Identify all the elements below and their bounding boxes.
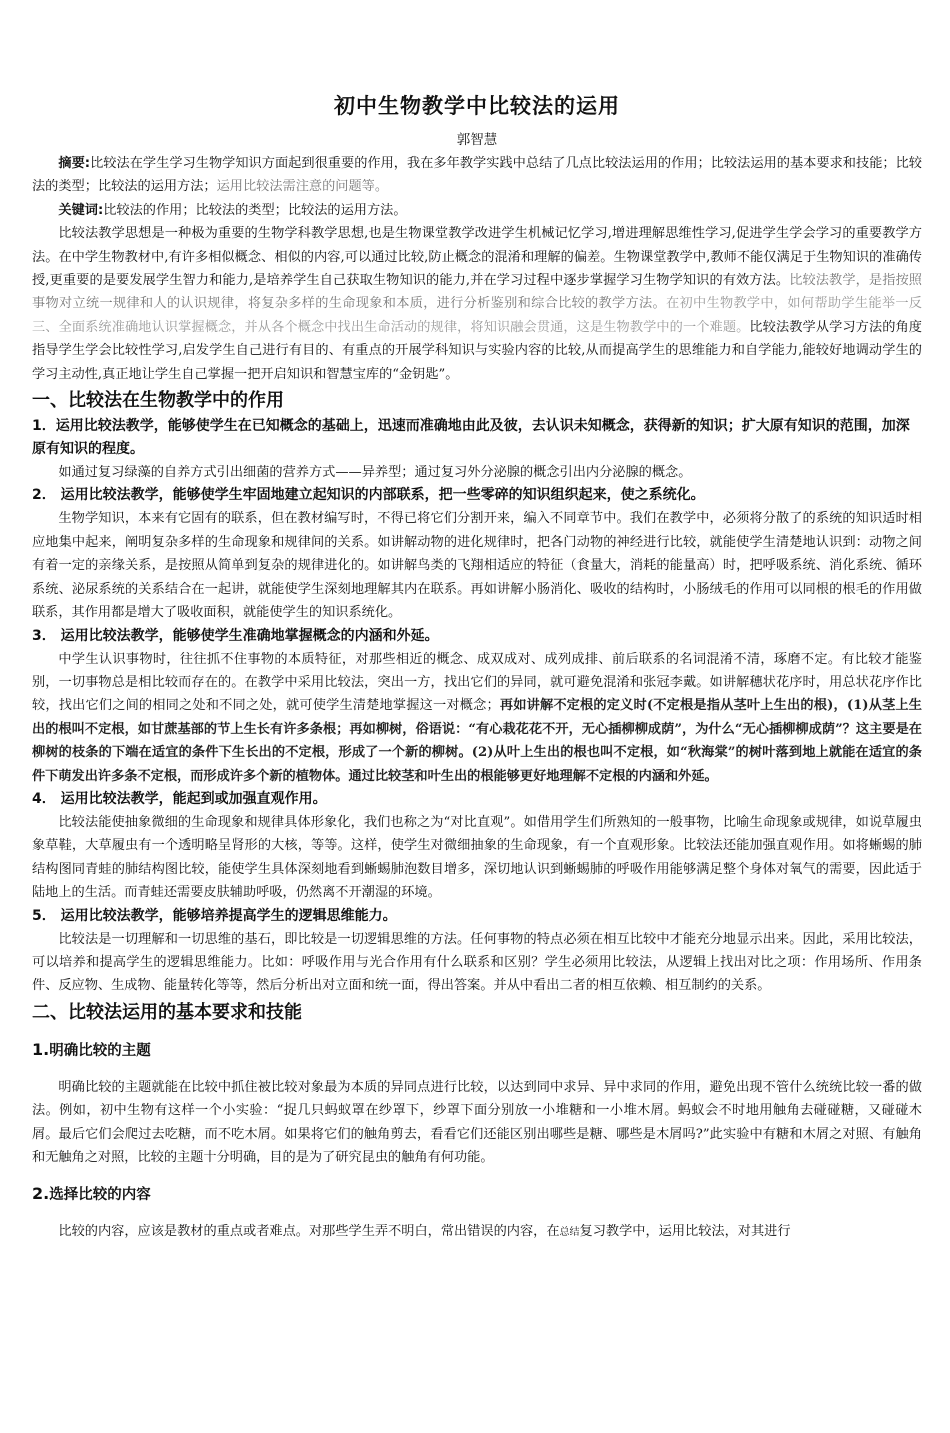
section-2-sub-2-text-a: 比较的内容，应该是教材的重点或者难点。对那些学生弄不明白，常出错误的内容，在	[58, 1224, 560, 1240]
section-2-sub-2-heading	[32, 1183, 922, 1206]
document-title: 初中生物教学中比较法的运用	[334, 94, 620, 118]
intro-paragraph	[32, 222, 922, 386]
section-1-item-5-text: 比较法是一切理解和一切思维的基石，即比较是一切逻辑思维的方法。任何事物的特点必须在相互比较中才能充分地显示出来。因此，采用比较法，可以培养和提高学生的逻辑思维能力。比如：呼吸作用与光合作用有什么联系和区别？学生必须用比较法，从逻辑上找出对比之项：作用场所、作用条件、反应物、生成物、能量转化等等，然后分析出对立面和统一面，得出答案。并从中看出二者的相互依赖、相互制约的关系。	[32, 931, 922, 994]
abstract-text: 比较法在学生学习生物学知识方面起到很重要的作用，我在多年教学实践中总结了几点比较法运用的作用；比较法运用的基本要求和技能；比较法的类型；比较法的运用方法；	[32, 156, 922, 195]
section-1-heading: 一、比较法在生物教学中的作用	[32, 390, 284, 412]
intro-part-4: 比较法教学从学习方法的角度指导学生学会比较性学习,启发学生自己进行有目的、有重点的开展学科知识与实验内容的比较,从而提高学生的思维能力和自学能力,能较好地调动学生的学习主动性,真正地让学生自己掌握一把开启知识和智慧宝库的“金钥匙”。	[32, 319, 922, 382]
section-2-sub-1-heading	[32, 1039, 922, 1062]
section-2-sub-2-number: 2.	[32, 1184, 50, 1204]
section-2-sub-2-title: 选择比较的内容	[49, 1187, 151, 1204]
section-2-sub-2-text	[32, 1220, 922, 1244]
intro-part-3: 在初中生物教学中，如何帮助学生能举一反三、全面系统准确地认识掌握概念，并从各个概念中找出生命活动的规律，将知识融会贯通，这是生物教学中的一个难题。	[32, 296, 922, 335]
abstract	[32, 152, 922, 199]
keywords-label: 关键词:	[58, 202, 104, 218]
author-name: 郭智慧	[456, 132, 498, 148]
section-1-item-2-text: 生物学知识，本来有它固有的联系，但在教材编写时，不得已将它们分割开来，编入不同章节中。我们在教学中，必须将分散了的系统的知识适时相应地集中起来，阐明复杂多样的生命现象和规律间的关系。如讲解动物的进化规律时，把各门动物的神经进行比较，就能使学生清楚地认识到：动物之间有着一定的亲缘关系，是按照从简单到复杂的规律进化的。如讲解鸟类的飞翔相适应的特征（食量大，消耗的能量高）时，把呼吸系统、消化系统、循环系统、泌尿系统的关系结合在一起讲，就能使学生深刻地理解其内在联系。再如讲解小肠消化、吸收的结构时，小肠绒毛的作用可以同根的根毛的作用做联系，其作用都是增大了吸收面积，就能使学生的知识系统化。	[32, 511, 922, 621]
abstract-tail: 运用比较法需注意的问题等。	[216, 179, 389, 195]
section-2-sub-2-text-b: 复习教学中，运用比较法，对其进行	[579, 1224, 791, 1240]
section-1-item-4-heading: 4． 运用比较法教学，能起到或加强直观作用。	[32, 790, 327, 807]
section-2-sub-2-text-small: 总结	[559, 1227, 580, 1239]
section-2-sub-1-number: 1.	[32, 1039, 50, 1059]
section-2-sub-1-text: 明确比较的主题就能在比较中抓住被比较对象最为本质的异同点进行比较，以达到同中求异、异中求同的作用，避免出现不管什么统统比较一番的做法。例如，初中生物有这样一个小实验：“捉几只蚂蚁罩在纱罩下，纱罩下面分别放一小堆糖和一小堆木屑。蚂蚁会不时地用触角去碰碰糖，又碰碰木屑。最后它们会爬过去吃糖，而不吃木屑。如果将它们的触角剪去，看看它们还能区别出哪些是糖、哪些是木屑吗?”此实验中有糖和木屑之对照、有触角和无触角之对照，比较的主题十分明确，目的是为了研究昆虫的触角有何功能。	[32, 1079, 922, 1165]
section-1-item-3-text	[32, 648, 922, 788]
section-1-item-3-text-a: 中学生认识事物时，往往抓不住事物的本质特征，对那些相近的概念、成双成对、成列成排、前后联系的名词混淆不清，琢磨不定。有比较才能鉴别，一切事物总是相比较而存在的。在教学中采用比较法，突出一方，找出它们的异同，就可避免混淆和张冠李戴。如讲解穗状花序时，用总状花序作比较，找出它们之间的相同之处和不同之处，就可使学生清楚地掌握这一对概念；	[32, 651, 922, 714]
section-1-item-3-text-b: 再如讲解不定根的定义时(不定根是指从茎叶上生出的根)，(1)从茎上生出的根叫不定根，如甘蔗基部的节上生长有许多条根；再如柳树，俗语说：“有心栽花花不开，无心插柳柳成荫”，为什么“无心插柳柳成荫”？这主要是在柳树的枝条的下端在适宜的条件下生长出的不定根，形成了一个新的柳树。(2)从叶上生出的根也叫不定根，如“秋海棠”的树叶落到地上就能在适宜的条件下萌发出许多条不定根，而形成许多个新的植物体。通过比较茎和叶生出的根能够更好地理解不定根的内涵和外延。	[32, 698, 922, 784]
section-1-item-4-text: 比较法能使抽象微细的生命现象和规律具体形象化，我们也称之为“对比直观”。如借用学生们所熟知的一般事物，比喻生命现象或规律，如说草履虫象草鞋，大草履虫有一个透明略呈肾形的大核，等等。这样，使学生对微细抽象的生命现象，有一个直观形象。比较法还能加强直观作用。如将蜥蜴的肺结构图同青蛙的肺结构图比较，能使学生具体深刻地看到蜥蜴肺泡数目增多，深切地认识到蜥蜴肺的呼吸作用能够满足整个身体对氧气的需要，因此适于陆地上的生活。而青蛙还需要皮肤辅助呼吸，仍然离不开潮湿的环境。	[32, 814, 922, 901]
intro-part-1: 比较法教学思想是一种极为重要的生物学科教学思想,也是生物课堂教学改进学生机械记忆学习,增进理解思维性学习,促进学生学会学习的重要教学方法。在中学生物教材中,有许多相似概念、相似的内容,可以通过比较,防止概念的混淆和理解的偏差。生物课堂教学中,教师不能仅满足于生物知识的准确传授,更重要的是要发展学生智力和能力,是培养学生自己获取生物知识的能力,并在学习过程中逐步掌握学习生物学知识的有效方法。	[32, 226, 922, 289]
intro-part-2: 比较法教学，是指按照事物对立统一规律和人的认识规律，将复杂多样的生命现象和本质，进行分析鉴别和综合比较的教学方法。	[32, 273, 922, 312]
section-2-sub-1-title: 明确比较的主题	[49, 1042, 151, 1059]
section-1-item-5-heading: 5． 运用比较法教学，能够培养提高学生的逻辑思维能力。	[32, 907, 397, 924]
keywords-text: 比较法的作用；比较法的类型；比较法的运用方法。	[103, 202, 407, 218]
abstract-label: 摘要:	[58, 156, 91, 171]
section-1-item-2-heading: 2． 运用比较法教学，能够使学生牢固地建立起知识的内部联系，把一些零碎的知识组织起来，使之系统化。	[32, 487, 705, 504]
section-2-heading: 二、比较法运用的基本要求和技能	[32, 1001, 302, 1023]
keywords	[32, 199, 922, 222]
section-1-item-3-heading: 3． 运用比较法教学，能够使学生准确地掌握概念的内涵和外延。	[32, 627, 439, 644]
section-1-item-1-text: 如通过复习绿藻的自养方式引出细菌的营养方式——异养型；通过复习外分泌腺的概念引出内分泌腺的概念。	[58, 465, 692, 481]
section-1-item-1-heading: 1．运用比较法教学，能够使学生在已知概念的基础上，迅速而准确地由此及彼，去认识未知概念，获得新的知识；扩大原有知识的范围，加深原有知识的程度。	[32, 418, 910, 458]
